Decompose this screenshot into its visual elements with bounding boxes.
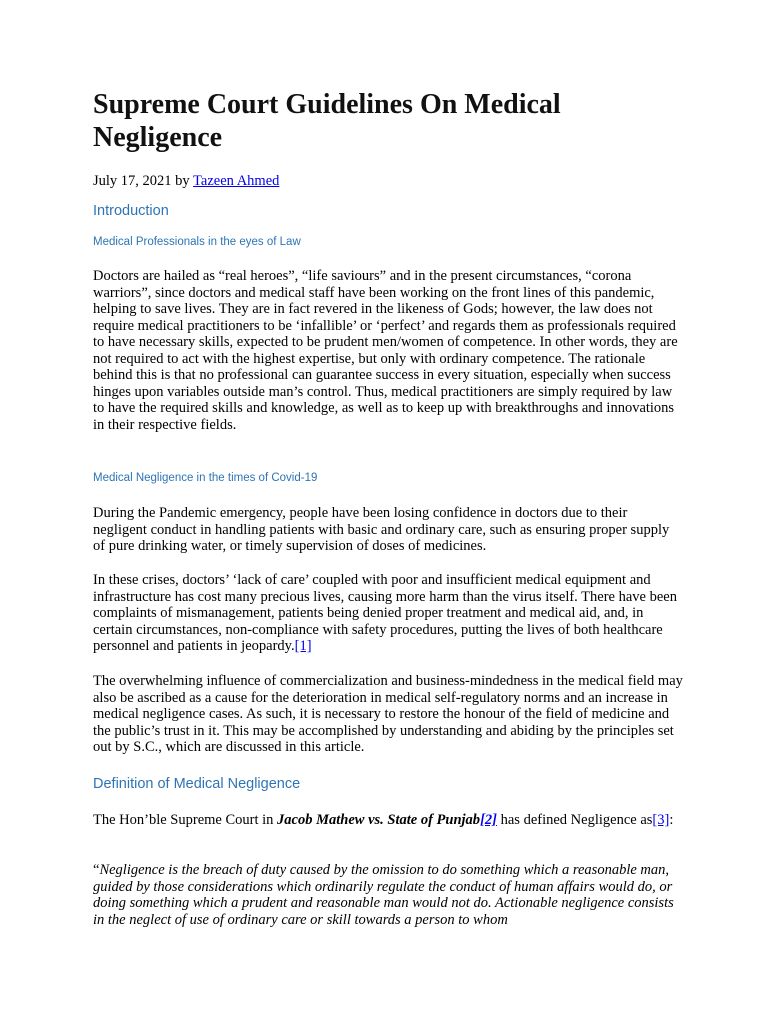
byline-by: by xyxy=(171,173,194,189)
post-date: July 17, 2021 xyxy=(93,173,172,189)
page-title: Supreme Court Guidelines On Medical Negligence xyxy=(93,89,561,153)
footnote-link-2[interactable]: [2] xyxy=(480,812,497,828)
byline xyxy=(93,172,279,190)
case-name: Jacob Mathew vs. State of Punjab xyxy=(277,812,481,828)
footnote-link-1[interactable]: [1] xyxy=(294,638,312,654)
definition-mid: has defined Negligence as xyxy=(496,812,653,828)
covid-paragraph-3: The overwhelming influence of commercialization and business-mindedness in the medical field may also be ascribed as a cause for the deterioration in medical self-regulatory norms and an increase in medical negligence cases. As such, it is necessary to restore the honour of the field of medicine and the public’s trust in it. This may be accomplished by understanding and abiding by the principles set out by S.C., which are discussed in this article. xyxy=(93,673,683,755)
covid-paragraph-1: During the Pandemic emergency, people have been losing confidence in doctors due to their negligent conduct in handling patients with basic and ordinary care, such as ensuring proper supply of pure drinking water, or timely supervision of doses of medicines. xyxy=(93,505,670,554)
quote-text: Negligence is the breach of duty caused by the omission to do something which a reasonable man, guided by those considerations which ordinarily regulate the conduct of human affairs would do, or doing something which a prudent and reasonable man would not do. Actionable negligence consists in the neglect of use of ordinary care or skill towards a person to whom xyxy=(93,862,674,928)
negligence-quote xyxy=(93,862,683,928)
definition-lead: The Hon’ble Supreme Court in xyxy=(93,812,278,828)
covid-paragraph-2-text: In these crises, doctors’ ‘lack of care’ coupled with poor and insufficient medical equipment and infrastructure has cost many precious lives, causing more harm than the virus itself. There have been complaints of mismanagement, patients being denied proper treatment and medical aid, and, in certain circumstances, non-compliance with safety procedures, putting the lives of both healthcare personnel and patients in jeopardy. xyxy=(93,572,677,654)
section-heading-definition: Definition of Medical Negligence xyxy=(93,776,301,792)
definition-end: : xyxy=(669,812,674,828)
covid-paragraph-2 xyxy=(93,572,683,655)
footnote-link-3[interactable]: [3] xyxy=(652,812,670,828)
subheading-professionals: Medical Professionals in the eyes of Law xyxy=(93,236,301,248)
definition-paragraph xyxy=(93,812,683,829)
author-link[interactable]: Tazeen Ahmed xyxy=(193,173,280,189)
subheading-covid: Medical Negligence in the times of Covid-19 xyxy=(93,472,318,484)
section-heading-introduction: Introduction xyxy=(93,203,169,219)
intro-paragraph: Doctors are hailed as “real heroes”, “life saviours” and in the present circumstances, “corona warriors”, since doctors and medical staff have been working on the front lines of this pandemic, helping to save lives. They are in fact revered in the likeness of Gods; however, the law does not require medical practitioners to be ‘infallible’ or ‘perfect’ and regards them as professionals required to have necessary skills, expected to be prudent men/women of competence. In other words, they are not required to act with the highest expertise, but only with ordinary competence. The rationale behind this is that no professional can guarantee success in every situation, especially when success hinges upon variables outside man’s control. Thus, medical practitioners are simply required by law to have the required skills and knowledge, as well as to keep up with breakthroughs and innovations in their respective fields. xyxy=(93,268,678,433)
quote-open-mark: “ xyxy=(93,862,100,878)
